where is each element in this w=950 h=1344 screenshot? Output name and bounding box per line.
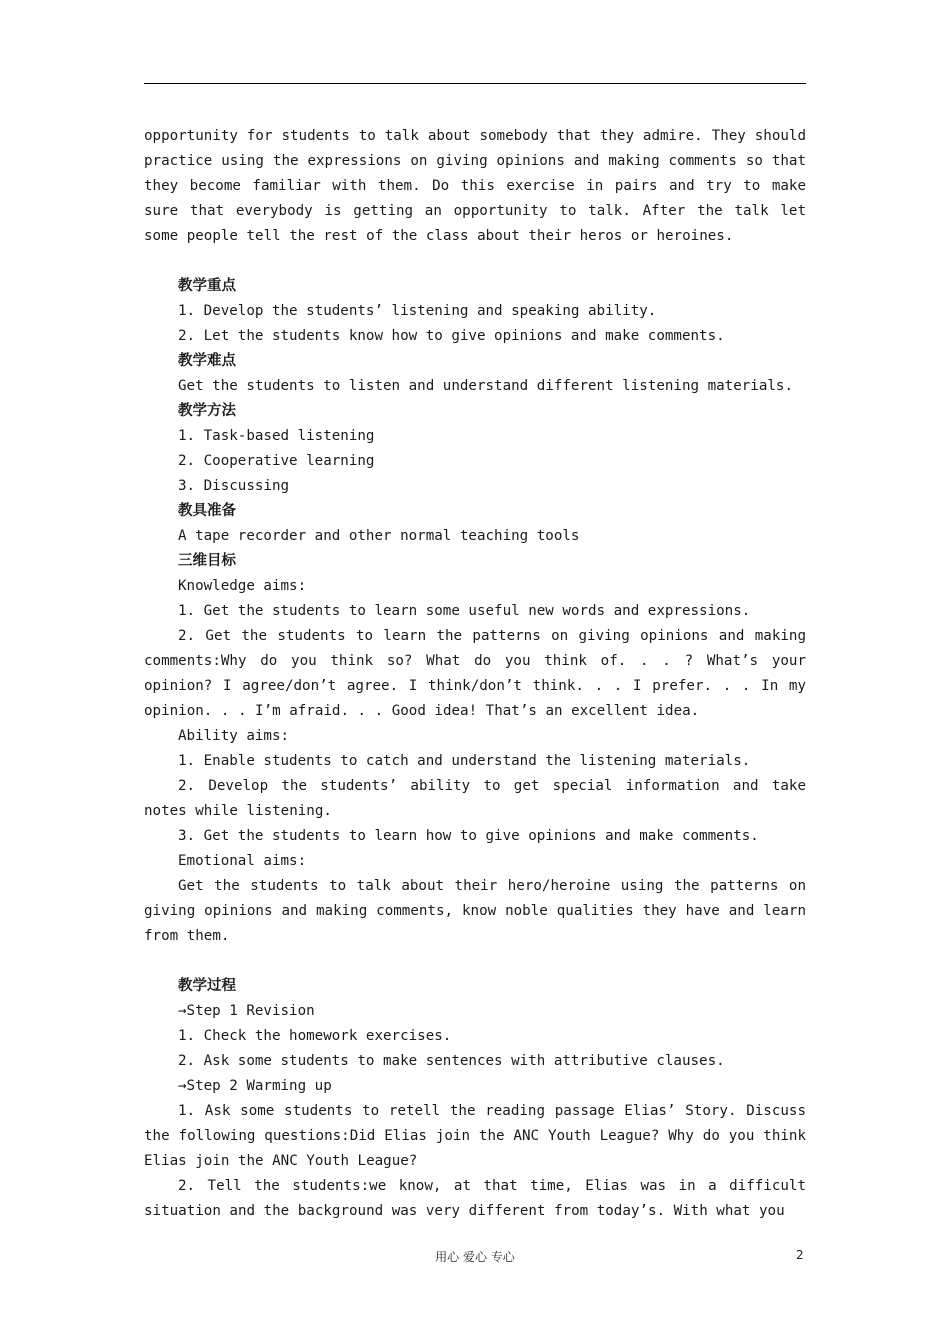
footer-slogan: 用心 爱心 专心 bbox=[435, 1250, 515, 1264]
knowledge-aim-item: 1. Get the students to learn some useful new words and expressions. bbox=[178, 603, 751, 619]
ability-aims-label: Ability aims: bbox=[178, 728, 290, 744]
methods-heading: 教学方法 bbox=[178, 403, 236, 419]
difficulty-text: Get the students to listen and understand different listening materials. bbox=[178, 378, 793, 394]
emotional-aims-label: Emotional aims: bbox=[178, 853, 307, 869]
difficulty-heading: 教学难点 bbox=[178, 353, 236, 369]
method-item: 1. Task-based listening bbox=[178, 428, 375, 444]
header-rule bbox=[144, 83, 806, 84]
ability-aim-item: 2. Develop the students’ ability to get special information and take notes while listening. bbox=[144, 778, 806, 819]
focus-heading: 教学重点 bbox=[178, 278, 236, 294]
document-body bbox=[144, 124, 806, 1224]
knowledge-aim-item: 2. Get the students to learn the patterns on giving opinions and making comments:Why do you think so? What do you think of. . . ? What’s your opinion? I agree/don’t agree. I think/don’t think. . . I prefer. . . In my opinion. . . I’m afraid. . . Good idea! That’s an excellent idea. bbox=[144, 628, 806, 719]
step-heading: →Step 2 Warming up bbox=[178, 1078, 332, 1094]
tools-heading: 教具准备 bbox=[178, 503, 236, 519]
aims-heading: 三维目标 bbox=[178, 553, 236, 569]
emotional-aim-text: Get the students to talk about their hero/heroine using the patterns on giving opinions and making comments, know noble qualities they have and learn from them. bbox=[144, 878, 806, 944]
page-number: 2 bbox=[796, 1248, 804, 1262]
focus-item: 2. Let the students know how to give opinions and make comments. bbox=[178, 328, 725, 344]
step-item: 2. Ask some students to make sentences with attributive clauses. bbox=[178, 1053, 725, 1069]
method-item: 2. Cooperative learning bbox=[178, 453, 375, 469]
ability-aim-item: 1. Enable students to catch and understand the listening materials. bbox=[178, 753, 751, 769]
step-item: 2. Tell the students:we know, at that time, Elias was in a difficult situation and the background was very different from today’s. With what you bbox=[144, 1178, 806, 1219]
step-item: 1. Check the homework exercises. bbox=[178, 1028, 452, 1044]
method-item: 3. Discussing bbox=[178, 478, 290, 494]
focus-item: 1. Develop the students’ listening and speaking ability. bbox=[178, 303, 657, 319]
process-heading: 教学过程 bbox=[178, 978, 236, 994]
step-item: 1. Ask some students to retell the reading passage Elias’ Story. Discuss the following questions:Did Elias join the ANC Youth League? Why do you think Elias join the ANC Youth League? bbox=[144, 1103, 806, 1169]
step-heading: →Step 1 Revision bbox=[178, 1003, 315, 1019]
knowledge-aims-label: Knowledge aims: bbox=[178, 578, 307, 594]
intro-paragraph: opportunity for students to talk about somebody that they admire. They should practice using the expressions on giving opinions and making comments so that they become familiar with them. Do this exercise in pairs and try to make sure that everybody is getting an opportunity to talk. After the talk let some people tell the rest of the class about their heros or heroines. bbox=[144, 128, 806, 244]
ability-aim-item: 3. Get the students to learn how to give opinions and make comments. bbox=[178, 828, 759, 844]
tools-text: A tape recorder and other normal teaching tools bbox=[178, 528, 580, 544]
